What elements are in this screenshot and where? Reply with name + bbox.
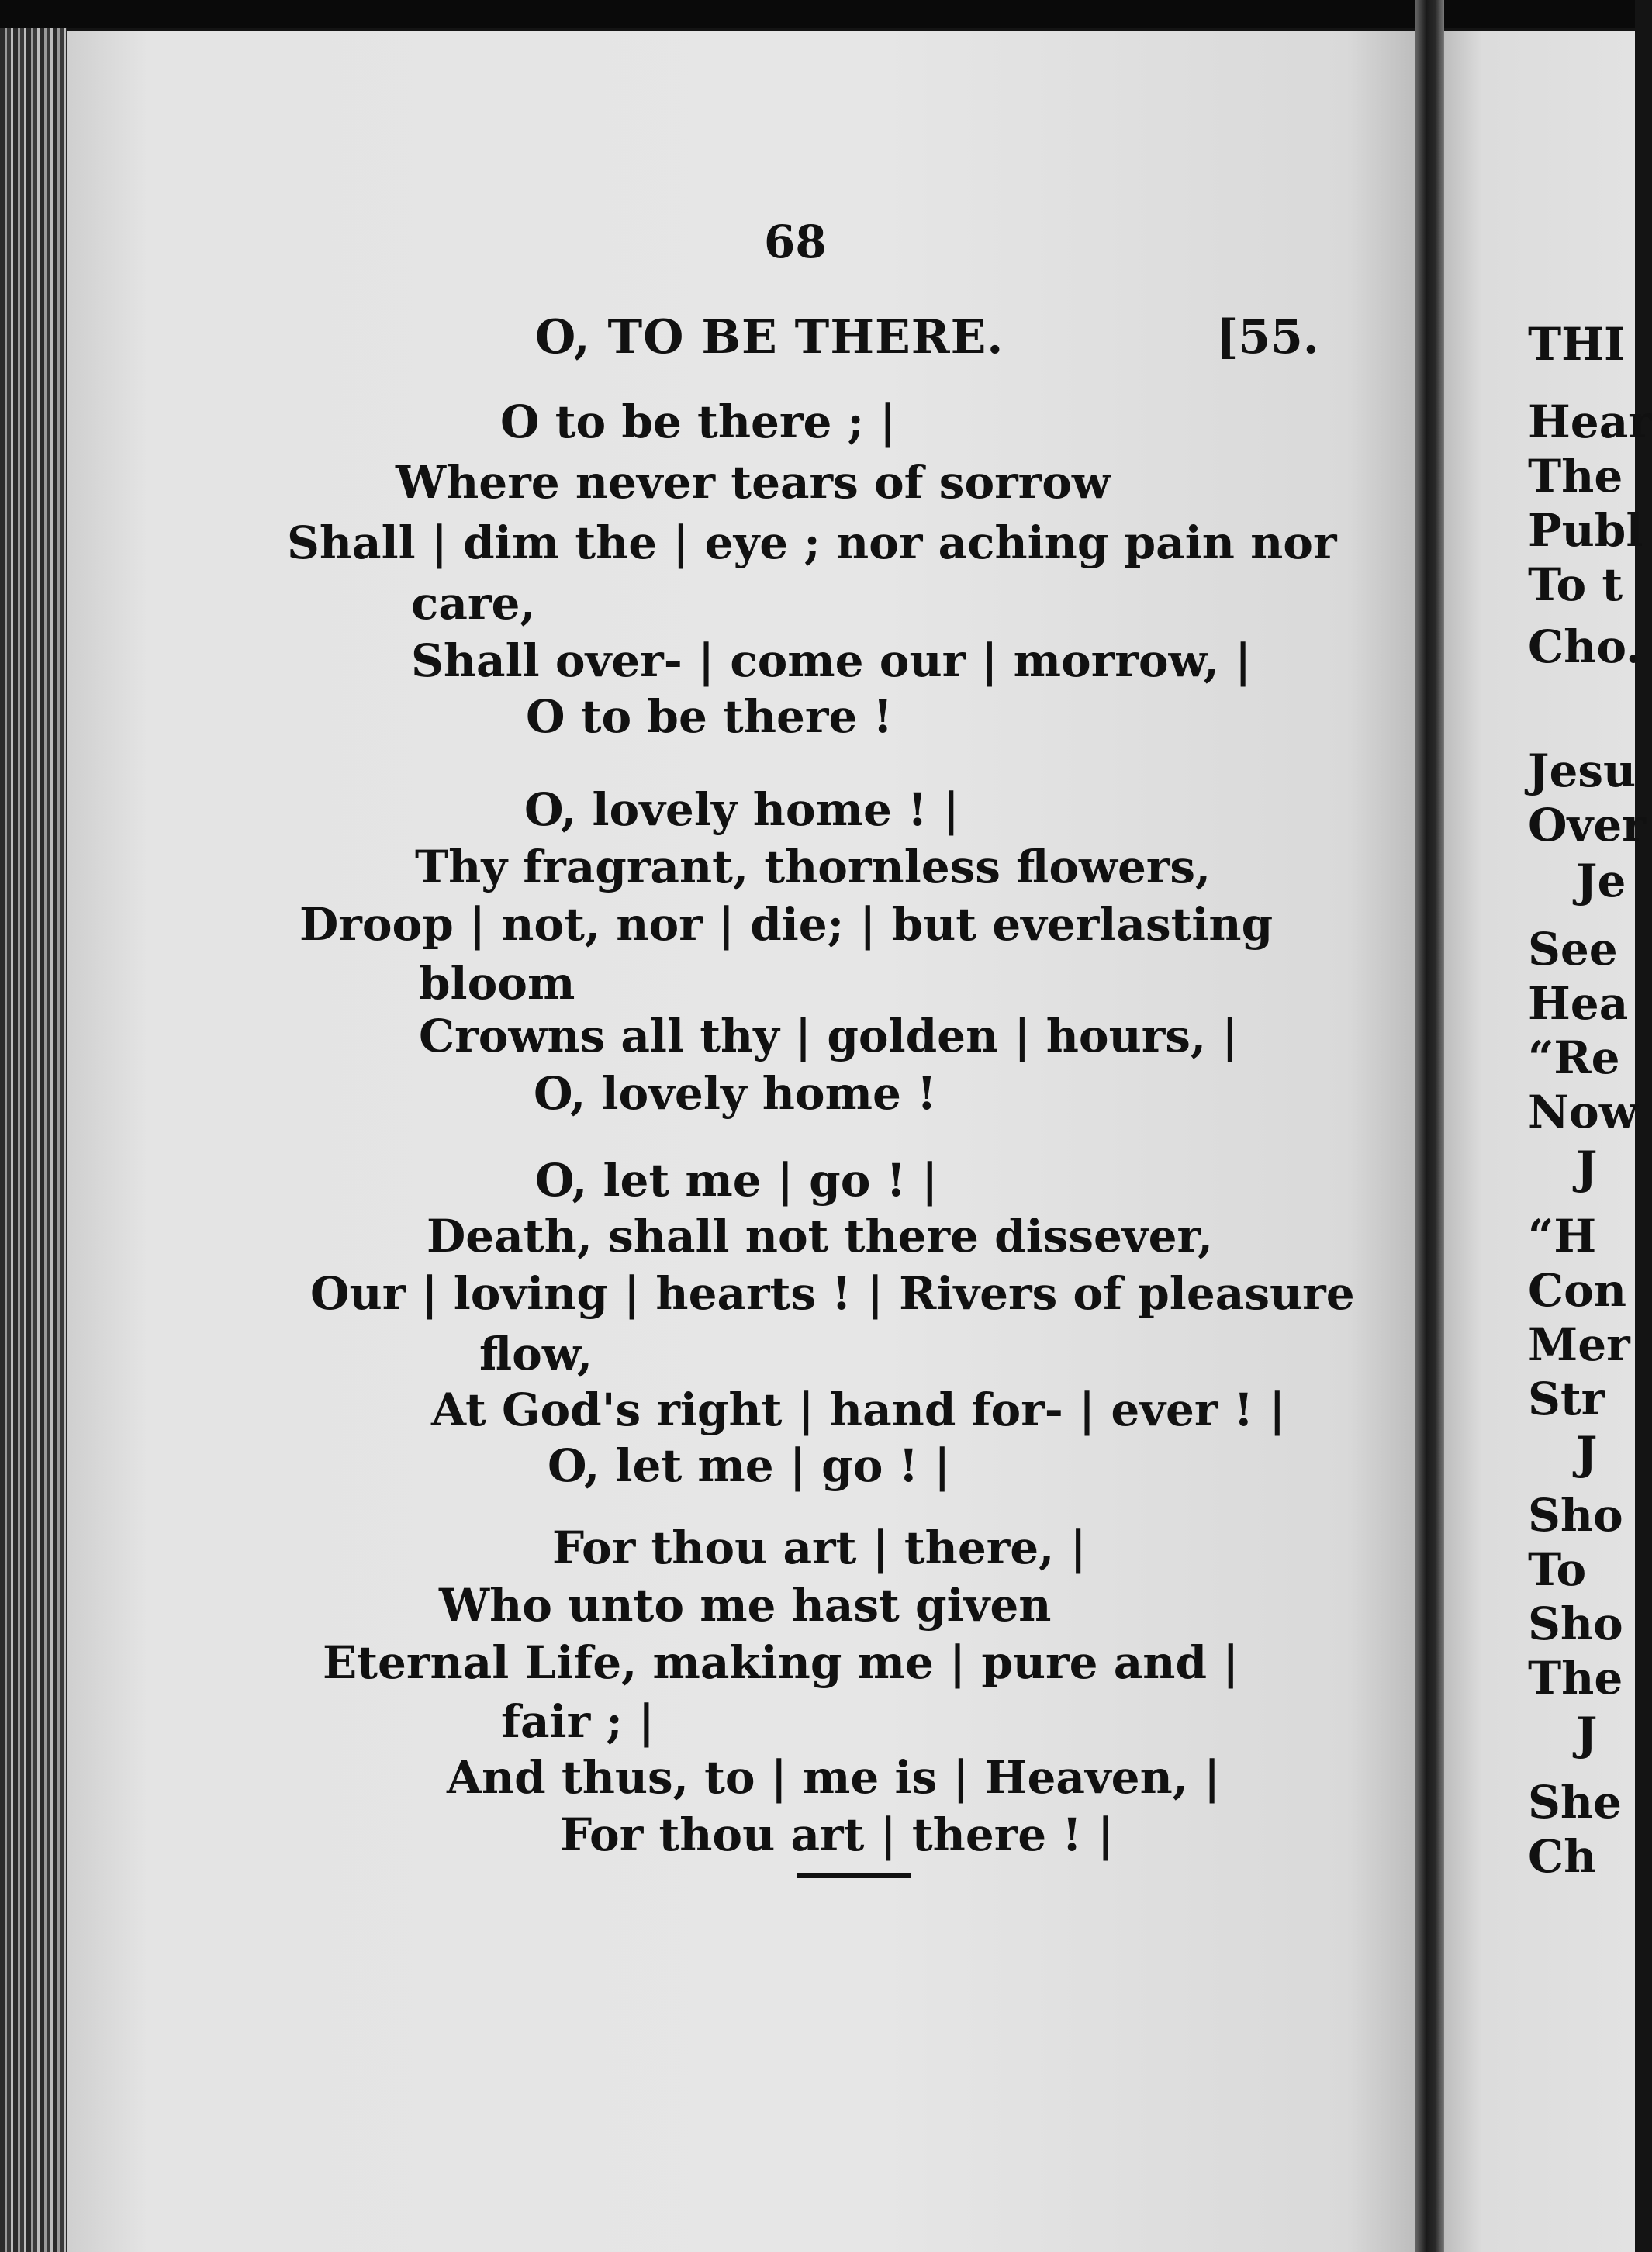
verse-line: Where never tears of sorrow: [396, 456, 1111, 509]
verse-line: flow,: [479, 1328, 593, 1380]
verse-line: Droop | not, nor | die; | but everlasting: [299, 898, 1274, 951]
verse-line: O to be there ; |: [500, 395, 897, 448]
verse-line: O, lovely home ! |: [524, 783, 959, 836]
verse-line: O, let me | go ! |: [535, 1154, 938, 1207]
book-gutter: [1415, 0, 1444, 2252]
facing-line: Mer: [1528, 1318, 1630, 1371]
hymn-title: O, TO BE THERE.: [535, 310, 1004, 364]
verse-line: For thou art | there, |: [552, 1521, 1087, 1574]
verse-line: O, lovely home !: [534, 1067, 937, 1120]
facing-line: Sho: [1528, 1489, 1623, 1542]
facing-line: Jesu: [1528, 744, 1636, 797]
facing-line: Publ: [1528, 504, 1643, 557]
facing-line: Con: [1528, 1264, 1627, 1317]
verse-line: care,: [411, 577, 536, 630]
verse-line: Shall over- | come our | morrow, |: [411, 634, 1252, 687]
right-page: [1444, 31, 1652, 2252]
verse-line: Crowns all thy | golden | hours, |: [419, 1010, 1239, 1062]
page-edges: [0, 28, 67, 2252]
facing-line: Hear: [1528, 395, 1652, 448]
verse-line: And thus, to | me is | Heaven, |: [447, 1751, 1221, 1804]
verse-line: Death, shall not there dissever,: [427, 1210, 1214, 1262]
verse-line: Thy fragrant, thornless flowers,: [415, 841, 1211, 893]
facing-line: See: [1528, 923, 1618, 976]
facing-line: “H: [1528, 1210, 1597, 1262]
facing-line: The: [1528, 450, 1623, 503]
facing-line: J: [1576, 1427, 1598, 1480]
facing-line: To: [1528, 1543, 1587, 1596]
facing-line: Je: [1576, 855, 1626, 907]
verse-line: O to be there !: [526, 690, 893, 743]
facing-line: “Re: [1528, 1031, 1620, 1084]
verse-line: At God's right | hand for- | ever ! |: [431, 1383, 1286, 1436]
facing-line: Ch: [1528, 1830, 1597, 1883]
verse-line: Our | loving | hearts ! | Rivers of pleasure: [310, 1267, 1355, 1320]
facing-line: Now: [1528, 1086, 1638, 1138]
facing-line: J: [1576, 1142, 1598, 1194]
verse-line: Shall | dim the | eye ; nor aching pain nor: [287, 516, 1337, 569]
facing-line: Str: [1528, 1373, 1605, 1425]
verse-line: Eternal Life, making me | pure and |: [323, 1636, 1239, 1689]
page-number: 68: [764, 216, 827, 268]
facing-line: Hea: [1528, 977, 1629, 1030]
facing-line: She: [1528, 1776, 1622, 1829]
verse-line: For thou art | there ! |: [560, 1808, 1115, 1861]
facing-line: To t: [1528, 558, 1623, 611]
facing-line: Over: [1528, 799, 1646, 851]
verse-line: Who unto me hast given: [439, 1579, 1052, 1632]
spine-top: [0, 0, 1635, 28]
facing-line: Sho: [1528, 1597, 1623, 1650]
end-rule: [797, 1873, 911, 1878]
facing-line: Cho.: [1528, 620, 1642, 673]
hymn-number: [55.: [1216, 310, 1319, 364]
facing-line: J: [1576, 1708, 1598, 1760]
verse-line: O, let me | go ! |: [548, 1439, 951, 1492]
verse-line: bloom: [419, 957, 575, 1010]
facing-line: THI: [1528, 318, 1626, 371]
verse-line: fair ; |: [501, 1695, 655, 1748]
facing-line: The: [1528, 1652, 1623, 1705]
